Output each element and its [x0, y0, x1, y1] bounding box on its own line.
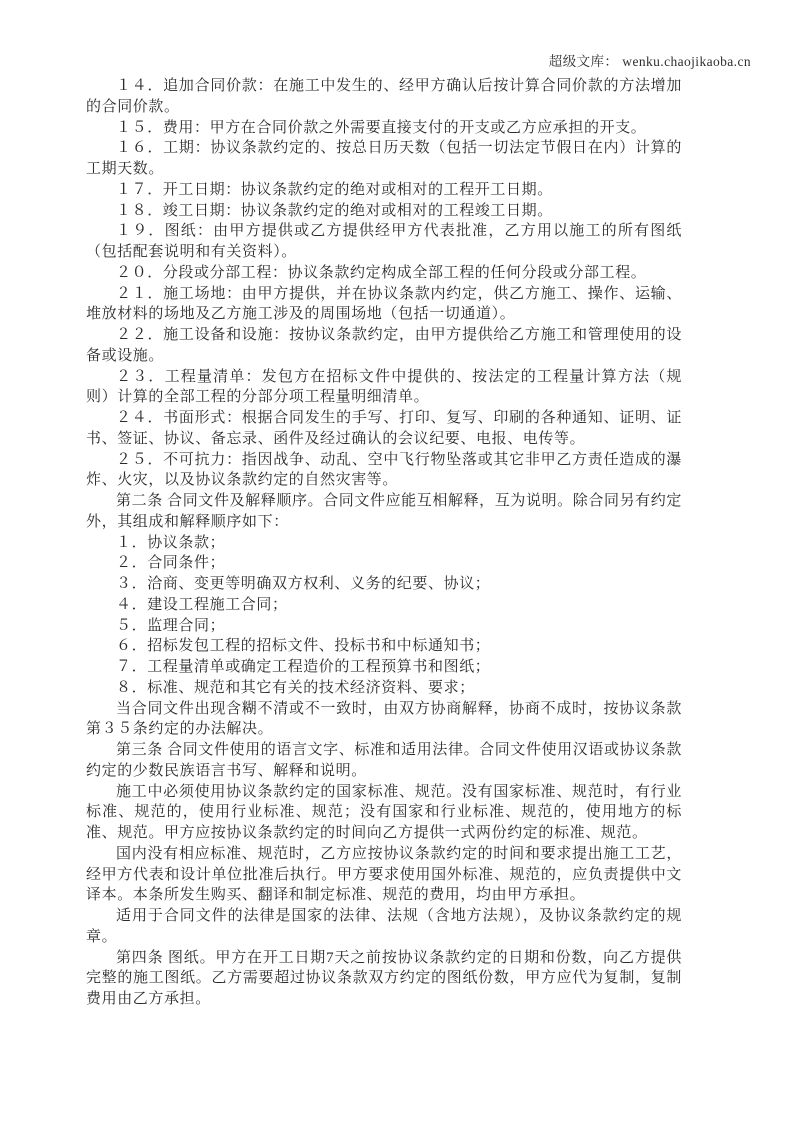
- paragraph-term-19: １９．图纸：由甲方提供或乙方提供经甲方代表批准，乙方用以施工的所有图纸（包括配套说明和有关资料）。: [86, 223, 682, 260]
- paragraph-term-25: ２５．不可抗力：指因战争、动乱、空中飞行物坠落或其它非甲乙方责任造成的瀑炸、火灾，以及协议条款约定的自然灾害等。: [86, 451, 682, 489]
- paragraph-term-23: ２３．工程量清单：发包方在招标文件中提供的、按法定的工程量计算方法（规则）计算的全部工程的分部分项工程量明细清单。: [86, 368, 682, 406]
- paragraph-clause-3-standards: 施工中必须使用协议条款约定的国家标准、规范。没有国家标准、规范时，有行业标准、规范的，使用行业标准、规范；没有国家和行业标准、规范的，使用地方的标准、规范。甲方应按协议条款约定的时间向乙方提供一式两份约定的标准、规范。: [86, 783, 682, 841]
- paragraph-term-17: １７．开工日期：协议条款约定的绝对或相对的工程开工日期。: [116, 181, 553, 198]
- paragraph-clause-3-intro: 第三条 合同文件使用的语言文字、标准和适用法律。合同文件使用汉语或协议条款约定的少数民族语言书写、解释和说明。: [86, 742, 682, 779]
- paragraph-clause-2-resolution: 当合同文件出现含糊不清或不一致时，由双方协商解释，协商不成时，按协议条款第３５条约定的办法解决。: [86, 700, 682, 738]
- paragraph-term-21: ２１．施工场地：由甲方提供，并在协议条款内约定，供乙方施工、操作、运输、堆放材料的场地及乙方施工涉及的周围场地（包括一切通道）。: [86, 285, 682, 323]
- paragraph-term-14: １４．追加合同价款：在施工中发生的、经甲方确认后按计算合同价款的方法增加的合同价款。: [86, 78, 682, 115]
- paragraph-term-24: ２４．书面形式：根据合同发生的手写、打印、复写、印刷的各种通知、证明、证书、签证、协议、备忘录、函件及经过确认的会议纪要、电报、电传等。: [86, 410, 682, 447]
- list-item-2: ２．合同条件；: [116, 555, 226, 572]
- paragraph-term-18: １８．竣工日期：协议条款约定的绝对或相对的工程竣工日期。: [116, 202, 553, 219]
- list-item-6: ６．招标发包工程的招标文件、投标书和中标通知书；: [116, 638, 491, 655]
- watermark-site-url: wenku.chaojikaoba.cn: [622, 54, 751, 69]
- paragraph-term-15: １５．费用：甲方在合同价款之外需要直接支付的开支或乙方应承担的开支。: [116, 119, 647, 136]
- paragraph-clause-3-law: 适用于合同文件的法律是国家的法律、法规（含地方法规），及协议条款约定的规章。: [86, 908, 682, 945]
- paragraph-clause-3-foreign-standards: 国内没有相应标准、规范时，乙方应按协议条款约定的时间和要求提出施工工艺，经甲方代表和设计单位批准后执行。甲方要求使用国外标准、规范的，应负责提供中文译本。本条所发生购买、翻译和制定标准、规范的费用，均由甲方承担。: [86, 845, 682, 904]
- paragraph-clause-4-drawings: 第四条 图纸。甲方在开工日期7天之前按协议条款约定的日期和份数，向乙方提供完整的施工图纸。乙方需要超过协议条款双方约定的图纸份数，甲方应代为复制，复制费用由乙方承担。: [86, 949, 682, 1007]
- list-item-5: ５．监理合同；: [116, 617, 226, 634]
- list-item-1: １．协议条款；: [116, 534, 226, 551]
- list-item-8: ８．标准、规范和其它有关的技术经济资料、要求；: [116, 679, 475, 696]
- list-item-3: ３．洽商、变更等明确双方权利、义务的纪要、协议；: [116, 576, 491, 592]
- paragraph-term-16: １６．工期：协议条款约定的、按总日历天数（包括一切法定节假日在内）计算的工期天数。: [86, 140, 682, 177]
- list-item-7: ７．工程量清单或确定工程造价的工程预算书和图纸；: [116, 659, 491, 675]
- paragraph-clause-2-intro: 第二条 合同文件及解释顺序。合同文件应能互相解释，互为说明。除合同另有约定外，其组成和解释顺序如下：: [86, 493, 682, 530]
- document-body: [86, 76, 682, 1010]
- watermark-site-label: 超级文库：: [548, 54, 619, 69]
- paragraph-term-22: ２２．施工设备和设施：按协议条款约定，由甲方提供给乙方施工和管理使用的设备或设施。: [86, 327, 682, 364]
- watermark-header: [549, 50, 751, 70]
- list-item-4: ４．建设工程施工合同；: [116, 596, 288, 613]
- paragraph-term-20: ２０．分段或分部工程：协议条款约定构成全部工程的任何分段或分部工程。: [116, 264, 647, 281]
